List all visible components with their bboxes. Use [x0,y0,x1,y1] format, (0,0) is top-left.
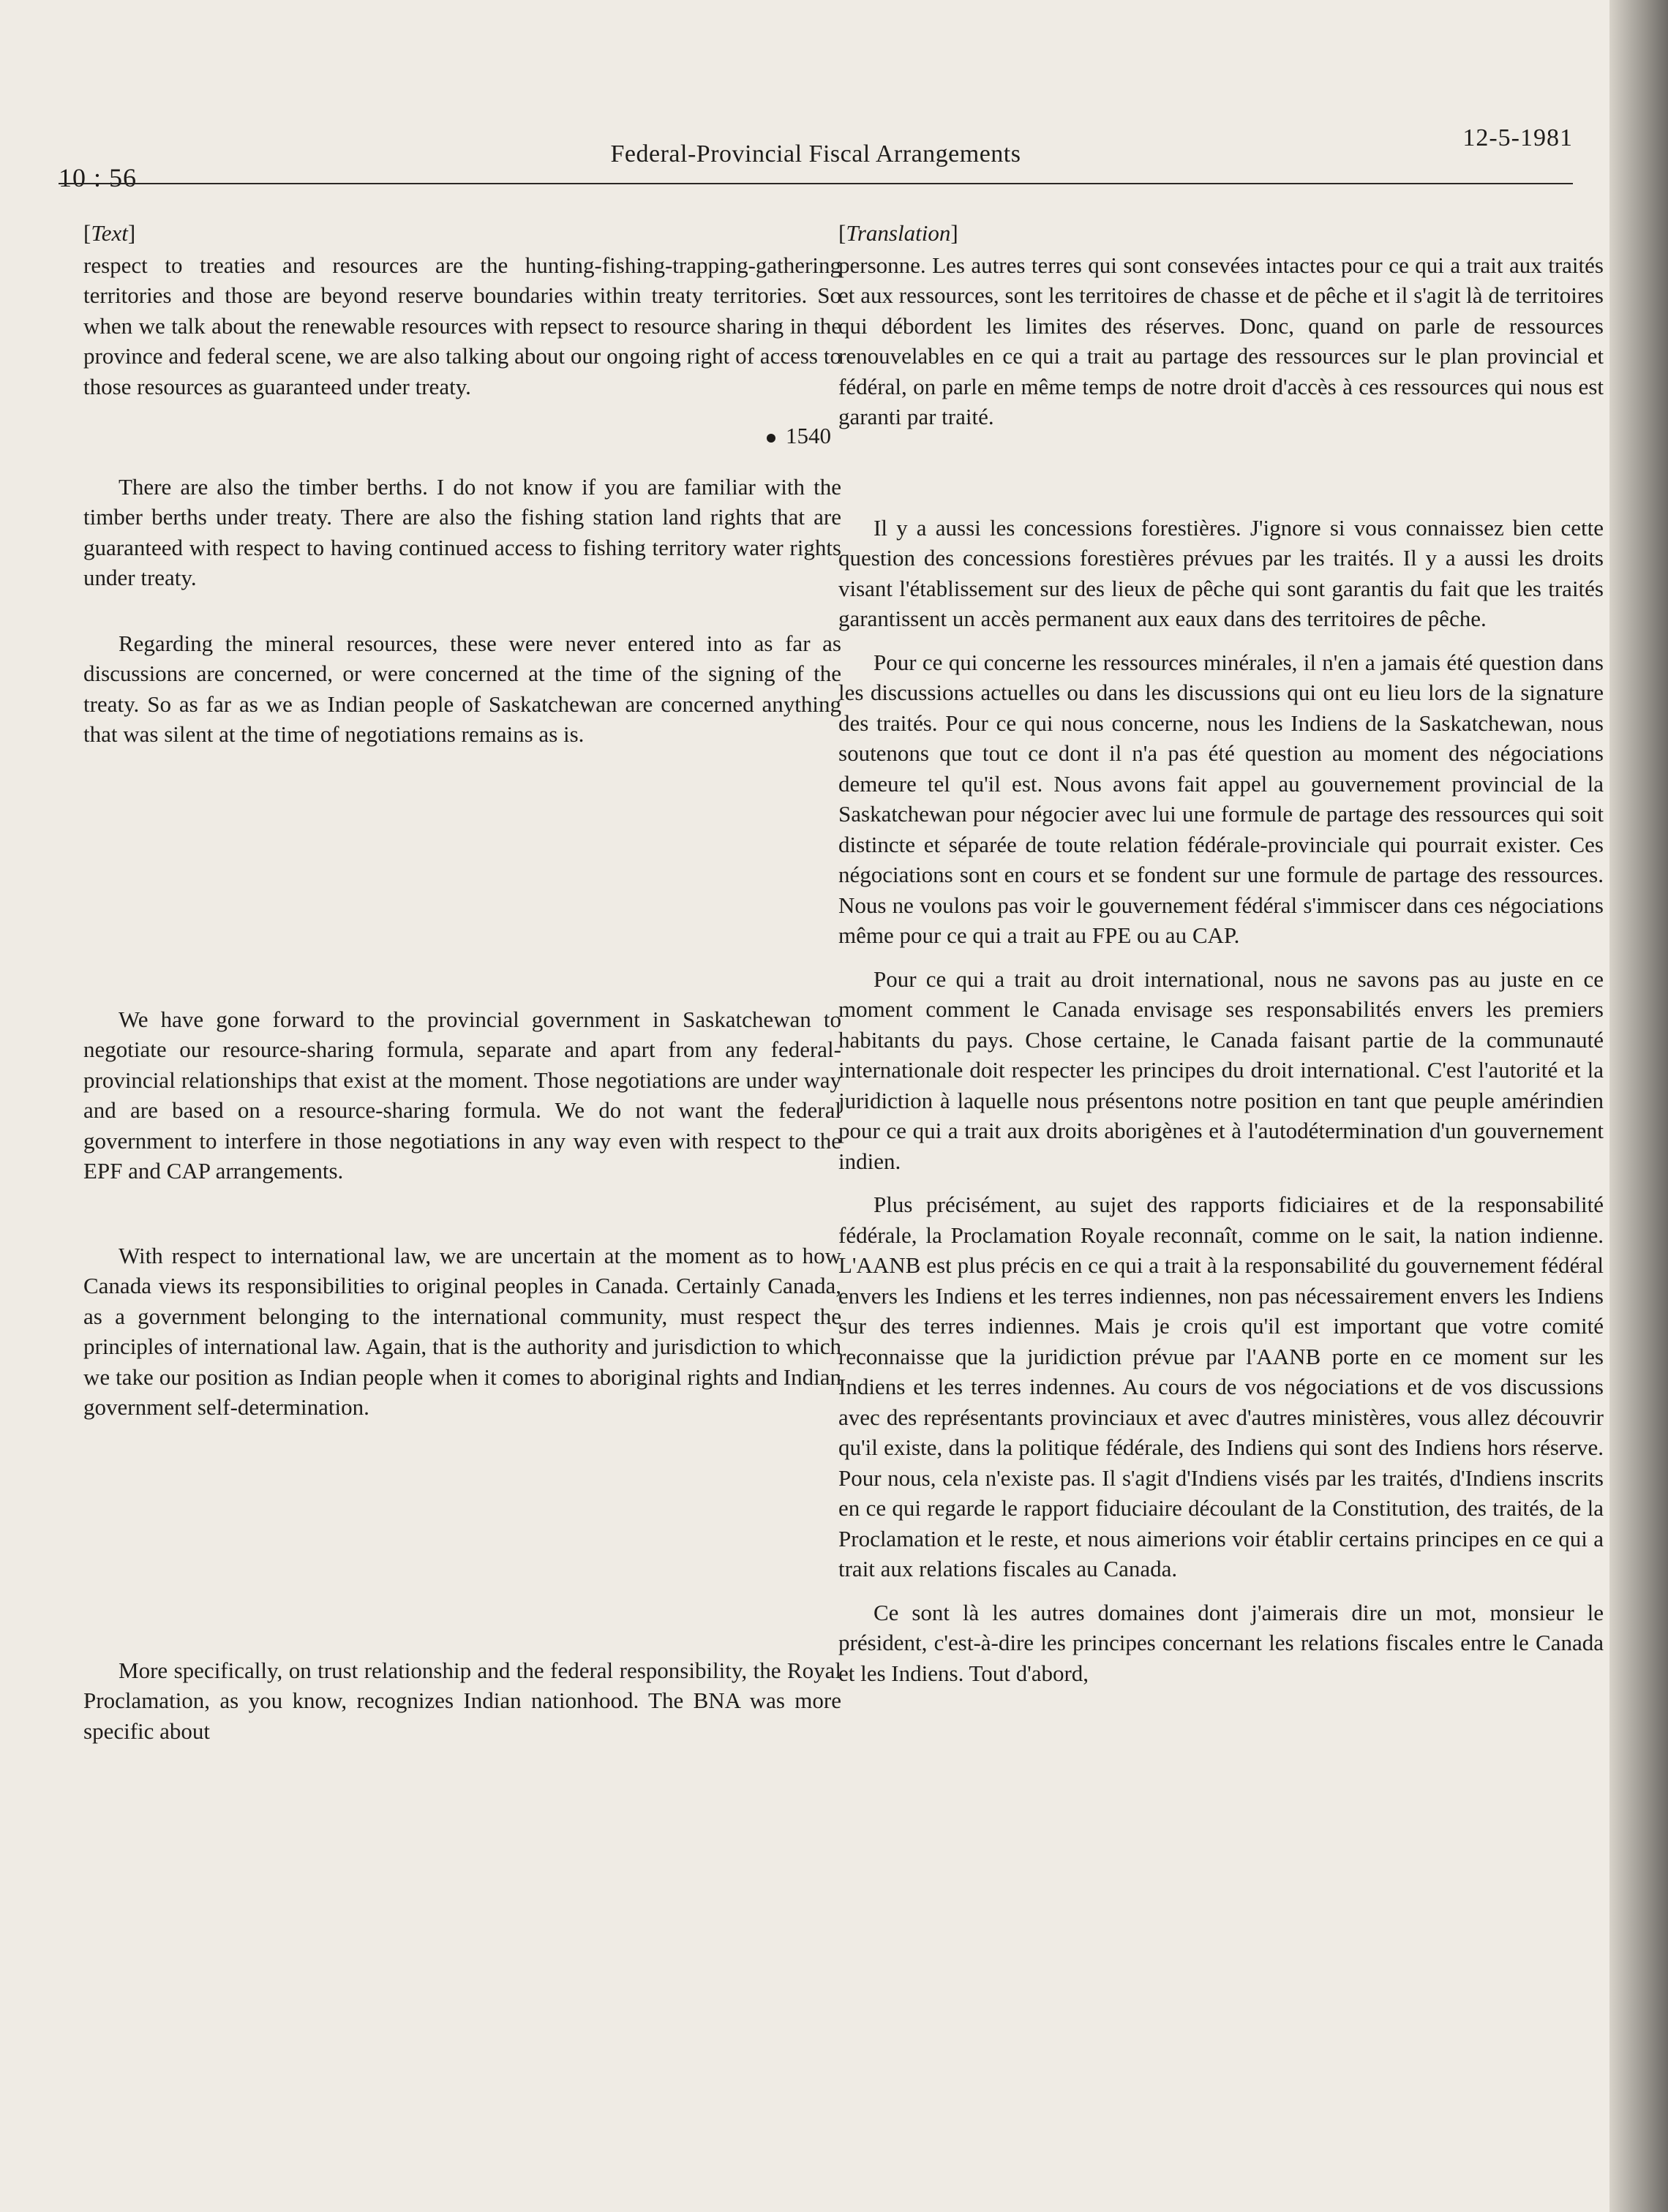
column-label-translation: [Translation] [838,220,958,246]
paragraph-mineral-resources: Regarding the mineral resources, these were never entered into as far as discussions are concerned, or were concerned at the time of the signing of the treaty. So as far as we as Indian people of Saskatchewan are concerned anything that was silent at the time of negotiations remains as is. [83,630,841,747]
paragraph-ressources-minerales: Pour ce qui concerne les ressources minérales, il n'en a jamais été question dans les discussions actuelles ou dans les discussions qui ont eu lieu lors de la signature des traités. Pour ce qui nous concerne, nous les Indiens de la Saskatchewan, nous soutenons que tout ce dont il n'a pas été question au moment des négociations demeure tel qu'il est. Nous avons fait appel au gouvernement provincial de la Saskatchewan pour négocier avec lui une formule de partage des ressources qui soit distincte et séparée de toute relation fédérale-provinciale qui pourrait exister. Ces négociations sont en cours et se fondent sur une formule de partage des ressources. Nous ne voulons pas voir le gouvernement fédéral s'immiscer dans ces négociations même pour ce qui a trait au FPE ou au CAP. [838,649,1604,948]
continuation-paragraph: respect to treaties and resources are the hunting-fishing-trapping-gathering territories and those are beyond reserve boundaries within treaty territories. So when we talk about the renewable resources with repsect to resource sharing in the province and federal scene, we are also talking about our ongoing right of access to those resources as guaranteed under treaty. [83,252,841,399]
time-marker-value: 1540 [786,423,831,448]
french-column [838,218,1604,1688]
continuation-paragraph-fr: personne. Les autres terres qui sont consevées intactes pour ce qui a trait aux traités et aux ressources, sont les territoires de chasse et de pêche et il s'agit là de territoires qui débordent les limites des réserves. Donc, quand on parle de ressources renouvelables en ce qui a trait au partage des ressources sur le plan provincial et fédéral, on parle en même temps de notre droit d'accès à ces ressources qui nous est garanti par traité. [838,252,1604,429]
paragraph-droit-international: Pour ce qui a trait au droit international, nous ne savons pas au juste en ce moment comment le Canada envisage ses responsabilités envers les premiers habitants du pays. Chose certaine, le Canada faisant partie de la communauté internationale doit respecter les principes du droit international. C'est l'autorité et la juridiction à laquelle nous présentons notre position en tant que peuple amérindien pour ce qui a trait aux droits aborigènes et à l'autodétermination d'un gouvernement indien. [838,966,1604,1174]
paragraph-international-law: With respect to international law, we are uncertain at the moment as to how Canada views its responsibilities to original peoples in Canada. Certainly Canada, as a government belonging to the international community, must respect the principles of international law. Again, that is the authority and jurisdiction to which we take our position as Indian people when it comes to aboriginal rights and Indian government self-determination. [83,1242,841,1420]
paragraph-provincial-negotiations: We have gone forward to the provincial government in Saskatchewan to negotiate our resource-sharing formula, separate and apart from any federal-provincial relationships that exist at the moment. Those negotiations are under way and are based on a resource-sharing formula. We do not want the federal government to interfere in those negotiations in any way even with respect to the EPF and CAP arrangements. [83,1006,841,1184]
english-column [83,218,841,1746]
header-date: 12-5-1981 [1462,124,1573,151]
paragraph-rapports-fidiciaires: Plus précisément, au sujet des rapports fidiciaires et de la responsabilité fédérale, la Proclamation Royale reconnaît, comme on le sait, la nation indienne. L'AANB est plus précis en ce qui a trait à la responsabilité du gouvernement fédéral envers les Indiens et les terres indiennes, non pas nécessairement envers les Indiens sur des terres indiennes. Mais je crois qu'il est important que votre comité reconnaisse que la juridiction prévue par l'AANB porte en ce moment sur les Indiens et les terres indennes. Au cours de vos négociations et de vos discussions avec des représentants provinciaux et avec d'autres ministères, vous allez découvrir qu'il existe, dans la politique fédérale, des Indiens qui sont des Indiens hors réserve. Pour nous, cela n'existe pas. Il s'agit d'Indiens visés par les traités, d'Indiens inscrits en ce qui regarde le rapport fiduciaire découlant de la Constitution, des traités, de la Proclamation et le reste, et nous aimerions voir établir certains principes en ce qui a trait aux relations fiscales au Canada. [838,1192,1604,1581]
paragraph-timber-berths: There are also the timber berths. I do not know if you are familiar with the timber berths under treaty. There are also the fishing station land rights that are guaranteed with respect to having continued access to fishing territory water rights under treaty. [83,473,841,590]
time-marker [83,421,841,451]
page-header [59,124,1573,190]
page-number: 10 : 56 [59,163,138,192]
column-label-text: [Text] [83,220,136,246]
paragraph-trust-relationship: More specifically, on trust relationship and the federal responsibility, the Royal Proclamation, as you know, recognizes Indian nationhood. The BNA was more specific about [83,1657,841,1744]
header-rule [59,183,1573,184]
running-title: Federal-Provincial Fiscal Arrangements [610,140,1021,168]
paragraph-principes-fiscaux: Ce sont là les autres domaines dont j'aimerais dire un mot, monsieur le président, c'est-à-dire les principes concernant les relations fiscales entre le Canada et les Indiens. Tout d'abord, [838,1599,1604,1686]
page-binding-edge [1609,0,1668,2212]
bullet-icon [767,434,775,443]
paragraph-concessions-forestieres: Il y a aussi les concessions forestières. J'ignore si vous connaissez bien cette question des concessions forestières prévues par les traités. Il y a aussi les droits visant l'établissement sur des lieux de pêche qui sont garantis du fait que les traités garantissent un accès permanent aux eaux dans des territoires de pêche. [838,514,1604,631]
